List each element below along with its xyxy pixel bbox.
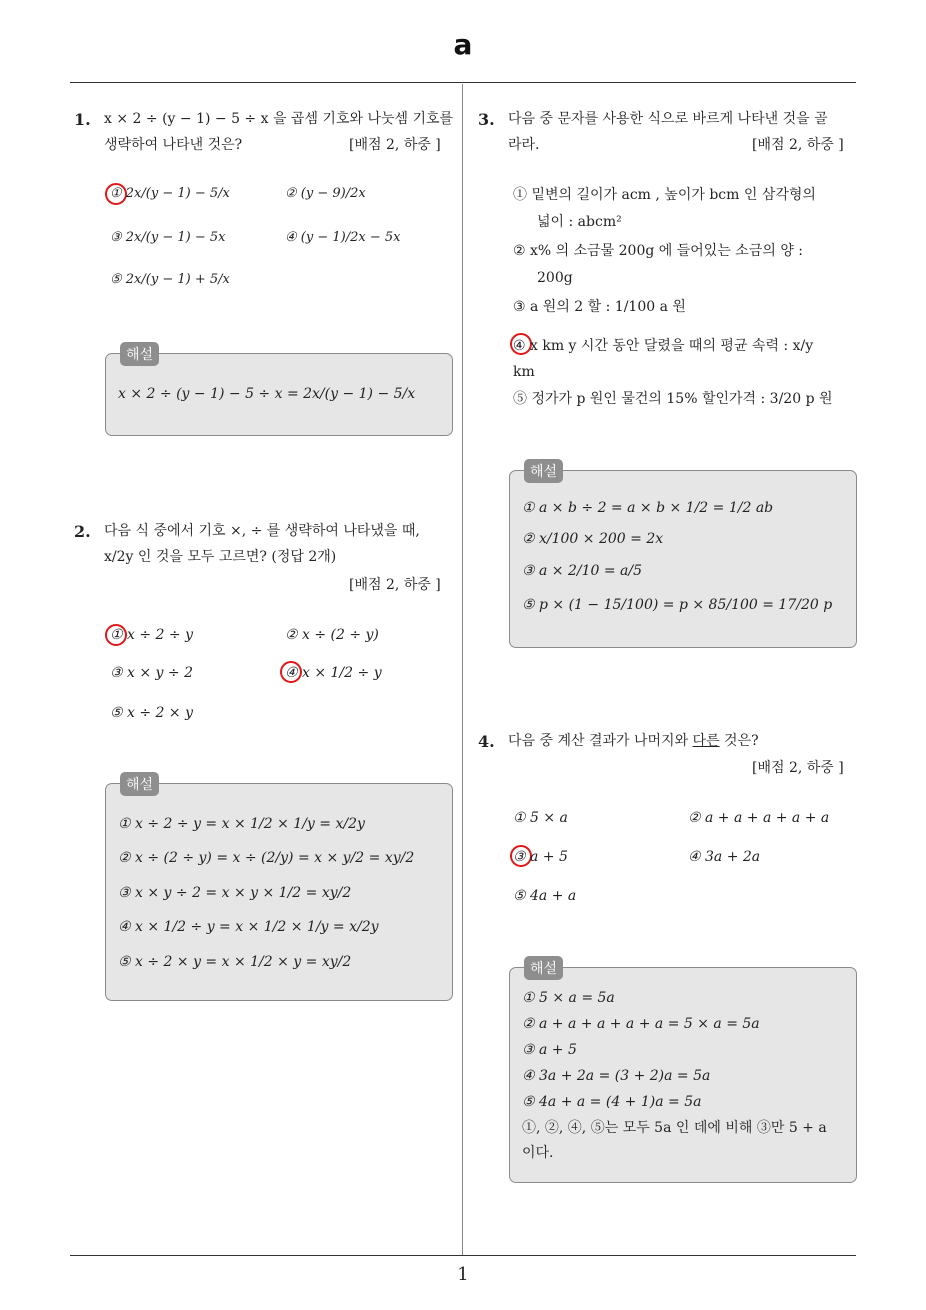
header-rule — [70, 82, 856, 83]
q3-score: [배점 2, 하중 ] — [752, 137, 844, 153]
q3-text-line2: 라라. — [508, 137, 540, 153]
q2-option-2: ② x ÷ (2 ÷ y) — [285, 627, 379, 643]
q3-solution-box — [509, 470, 857, 648]
page-number: 1 — [457, 1264, 469, 1285]
q1-option-5: ⑤ 2x/(y − 1) + 5/x — [110, 272, 230, 287]
q4-solution-line-6: ①, ②, ④, ⑤는 모두 5a 인 데에 비해 ③만 5 + a — [522, 1120, 827, 1136]
q4-number: 4. — [478, 732, 495, 751]
q1-option-3: ③ 2x/(y − 1) − 5x — [110, 230, 226, 245]
q3-solution-line-3: ③ a × 2/10 = a/5 — [522, 563, 643, 579]
q2-text-line1: 다음 식 중에서 기호 ×, ÷ 를 생략하여 나타냈을 때, — [104, 523, 420, 539]
q4-solution-line-2: ② a + a + a + a + a = 5 × a = 5a — [522, 1016, 760, 1032]
q1-option-4: ④ (y − 1)/2x − 5x — [285, 230, 401, 245]
q2-solution-line-5: ⑤ x ÷ 2 × y = x × 1/2 × y = xy/2 — [118, 954, 352, 970]
q3-option-4: ④ x km y 시간 동안 달렸을 때의 평균 속력 : x/y — [513, 338, 814, 354]
q3-option-2: ② x% 의 소금물 200g 에 들어있는 소금의 양 : — [513, 243, 804, 259]
q4-solution-line-7: 이다. — [522, 1145, 554, 1161]
q4-solution-line-4: ④ 3a + 2a = (3 + 2)a = 5a — [522, 1068, 711, 1084]
q4-option-1: ① 5 × a — [513, 810, 568, 826]
q2-text-line2: x/2y 인 것을 모두 고르면? (정답 2개) — [104, 549, 337, 565]
q4-solution-line-1: ① 5 × a = 5a — [522, 990, 615, 1006]
q1-number: 1. — [74, 110, 91, 129]
q3-solution-line-1: ① a × b ÷ 2 = a × b × 1/2 = 1/2 ab — [522, 500, 774, 516]
q3-option-3: ③ a 원의 2 할 : 1/100 a 원 — [513, 299, 686, 315]
q1-option-1: ① 2x/(y − 1) − 5/x — [110, 186, 230, 201]
q4-solution-line-5: ⑤ 4a + a = (4 + 1)a = 5a — [522, 1094, 702, 1110]
q1-text-line1: x × 2 ÷ (y − 1) − 5 ÷ x 을 곱셈 기호와 나눗셈 기호를 — [104, 111, 454, 127]
q4-option-2: ② a + a + a + a + a — [688, 810, 830, 826]
q3-solution-badge: 해설 — [524, 459, 563, 483]
footer-rule — [70, 1255, 856, 1256]
q2-option-4: ④ x × 1/2 ÷ y — [285, 665, 382, 681]
q3-option-5: ⑤ 정가가 p 원인 물건의 15% 할인가격 : 3/20 p 원 — [513, 391, 833, 407]
q3-option-1-cont: 넓이 : abcm² — [537, 214, 622, 230]
q2-option-1: ① x ÷ 2 ÷ y — [110, 627, 193, 643]
q3-option-2-cont: 200g — [537, 270, 573, 286]
q1-option-2: ② (y − 9)/2x — [285, 186, 366, 201]
q4-underlined-word: 다른 — [692, 733, 720, 749]
column-divider — [462, 84, 463, 1256]
q2-solution-badge: 해설 — [120, 772, 159, 796]
q2-option-3: ③ x × y ÷ 2 — [110, 665, 193, 681]
q1-text-line2: 생략하여 나타낸 것은? — [104, 137, 243, 153]
q4-option-5: ⑤ 4a + a — [513, 888, 577, 904]
q4-text: 다음 중 계산 결과가 나머지와 다른 것은? — [508, 733, 759, 749]
q2-solution-line-2: ② x ÷ (2 ÷ y) = x ÷ (2/y) = x × y/2 = xy/2 — [118, 850, 415, 866]
q4-option-3: ③ a + 5 — [513, 849, 568, 865]
page-title: a — [453, 28, 473, 61]
q3-solution-line-4: ⑤ p × (1 − 15/100) = p × 85/100 = 17/20 p — [522, 597, 833, 613]
q4-solution-line-3: ③ a + 5 — [522, 1042, 577, 1058]
q2-score: [배점 2, 하중 ] — [349, 577, 441, 593]
q4-option-4: ④ 3a + 2a — [688, 849, 761, 865]
q4-score: [배점 2, 하중 ] — [752, 760, 844, 776]
q1-solution-line: x × 2 ÷ (y − 1) − 5 ÷ x = 2x/(y − 1) − 5/x — [118, 386, 416, 402]
q3-text-line1: 다음 중 문자를 사용한 식으로 바르게 나타낸 것을 골 — [508, 111, 828, 127]
q1-solution-badge: 해설 — [120, 342, 159, 366]
q2-solution-line-4: ④ x × 1/2 ÷ y = x × 1/2 × 1/y = x/2y — [118, 919, 379, 935]
q2-option-5: ⑤ x ÷ 2 × y — [110, 705, 193, 721]
q2-solution-line-1: ① x ÷ 2 ÷ y = x × 1/2 × 1/y = x/2y — [118, 816, 365, 832]
q3-number: 3. — [478, 110, 495, 129]
q1-score: [배점 2, 하중 ] — [349, 137, 441, 153]
q3-option-4-cont: km — [513, 364, 535, 380]
q4-solution-badge: 해설 — [524, 956, 563, 980]
q3-solution-line-2: ② x/100 × 200 = 2x — [522, 531, 664, 547]
q2-number: 2. — [74, 522, 91, 541]
q2-solution-line-3: ③ x × y ÷ 2 = x × y × 1/2 = xy/2 — [118, 885, 352, 901]
q3-option-1: ① 밑변의 길이가 acm , 높이가 bcm 인 삼각형의 — [513, 187, 816, 203]
